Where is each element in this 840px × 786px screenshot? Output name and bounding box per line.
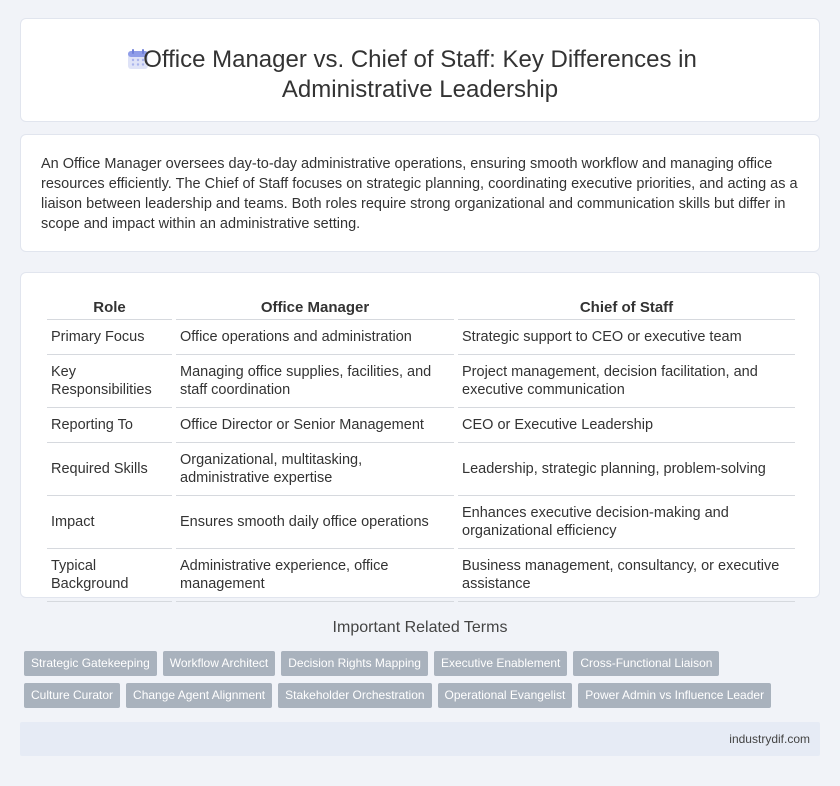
- chief-of-staff-cell: CEO or Executive Leadership: [458, 408, 795, 443]
- table-row: [47, 549, 795, 602]
- table-row: [47, 320, 795, 355]
- chief-of-staff-cell: Enhances executive decision-making and organizational efficiency: [458, 496, 795, 549]
- row-label: Typical Background: [47, 549, 172, 602]
- tag-power-admin-vs-influence-leader[interactable]: Power Admin vs Influence Leader: [578, 683, 771, 708]
- column-header-chief-of-staff: Chief of Staff: [458, 295, 795, 320]
- footer: [20, 722, 820, 756]
- table-row: [47, 496, 795, 549]
- tag-executive-enablement[interactable]: Executive Enablement: [434, 651, 567, 676]
- row-label: Key Responsibilities: [47, 355, 172, 408]
- tag-row: [24, 651, 784, 676]
- header-card: [20, 18, 820, 122]
- tag-decision-rights-mapping[interactable]: Decision Rights Mapping: [281, 651, 428, 676]
- row-label: Impact: [47, 496, 172, 549]
- intro-card: [20, 134, 820, 252]
- column-header-office-manager: Office Manager: [176, 295, 454, 320]
- row-label: Reporting To: [47, 408, 172, 443]
- row-label: Required Skills: [47, 443, 172, 496]
- tag-change-agent-alignment[interactable]: Change Agent Alignment: [126, 683, 272, 708]
- table-row: [47, 408, 795, 443]
- intro-paragraph: An Office Manager oversees day-to-day administrative operations, ensuring smooth workflow and managing office resources efficiently. The Chief of Staff focuses on strategic planning, coordinating executive priorities, and acting as a liaison between leadership and teams. Both roles require strong organizational and communication skills but differ in scope and impact within an administrative setting.: [41, 156, 798, 232]
- chief-of-staff-cell: Project management, decision facilitation, and executive communication: [458, 355, 795, 408]
- tag-workflow-architect[interactable]: Workflow Architect: [163, 651, 275, 676]
- tag-stakeholder-orchestration[interactable]: Stakeholder Orchestration: [278, 683, 431, 708]
- office-manager-cell: Ensures smooth daily office operations: [176, 496, 454, 549]
- office-manager-cell: Managing office supplies, facilities, and staff coordination: [176, 355, 454, 408]
- chief-of-staff-cell: Strategic support to CEO or executive team: [458, 320, 795, 355]
- page-title: Office Manager vs. Chief of Staff: Key Differences in Administrative Leadership: [143, 46, 697, 103]
- tag-row: [24, 683, 784, 708]
- chief-of-staff-cell: Leadership, strategic planning, problem-solving: [458, 443, 795, 496]
- tag-culture-curator[interactable]: Culture Curator: [24, 683, 120, 708]
- office-manager-cell: Administrative experience, office management: [176, 549, 454, 602]
- related-terms-list: [24, 651, 784, 715]
- office-manager-cell: Organizational, multitasking, administrative expertise: [176, 443, 454, 496]
- tag-cross-functional-liaison[interactable]: Cross-Functional Liaison: [573, 651, 719, 676]
- column-header-role: Role: [47, 295, 172, 320]
- comparison-card: [20, 272, 820, 598]
- related-terms-heading: Important Related Terms: [332, 619, 508, 636]
- tag-operational-evangelist[interactable]: Operational Evangelist: [438, 683, 573, 708]
- office-manager-cell: Office operations and administration: [176, 320, 454, 355]
- comparison-table: [43, 295, 799, 602]
- table-header-row: [47, 295, 795, 320]
- table-row: [47, 443, 795, 496]
- chief-of-staff-cell: Business management, consultancy, or executive assistance: [458, 549, 795, 602]
- office-manager-cell: Office Director or Senior Management: [176, 408, 454, 443]
- row-label: Primary Focus: [47, 320, 172, 355]
- tag-strategic-gatekeeping[interactable]: Strategic Gatekeeping: [24, 651, 157, 676]
- table-row: [47, 355, 795, 408]
- footer-site-link[interactable]: industrydif.com: [729, 732, 810, 746]
